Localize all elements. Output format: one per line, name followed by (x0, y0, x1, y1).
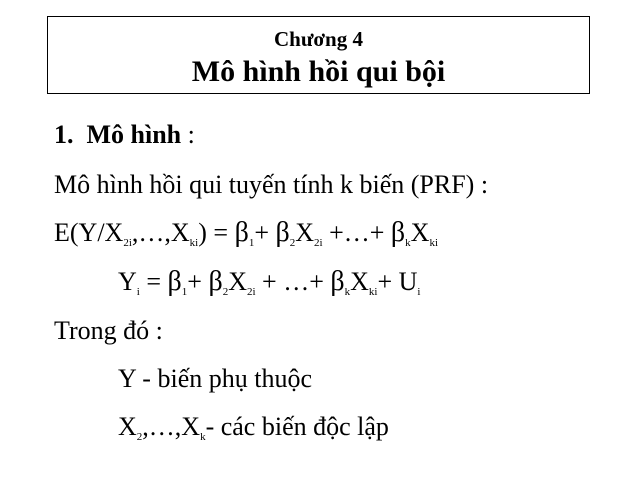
where-label: Trong đó : (54, 316, 163, 345)
eq2-y: Y (118, 267, 137, 296)
page-title: Mô hình hồi qui bội (191, 55, 446, 88)
beta-symbol: β (275, 217, 290, 248)
eq1-sub: ki (189, 237, 199, 249)
eq2-x: X (350, 267, 369, 296)
eq2-sub: k (344, 286, 351, 298)
beta-symbol: β (167, 266, 182, 297)
eq2-sub: ki (368, 286, 378, 298)
eq1-lhs: E(Y/X (54, 218, 124, 247)
eq2-error-term: + U (377, 267, 418, 296)
defx-sub: 2 (136, 431, 143, 443)
beta-symbol: β (390, 217, 406, 248)
beta-symbol: β (330, 266, 345, 297)
eq1-sub: 2i (314, 237, 323, 249)
eq2-sub: 2i (246, 286, 256, 298)
eq1-sub: ki (429, 237, 438, 249)
chapter-label: Chương 4 (273, 27, 363, 51)
section-title: Mô hình (86, 120, 182, 149)
title-box (47, 16, 590, 94)
eq1-sub: 2 (289, 237, 296, 249)
eq1-sub: 2i (123, 237, 132, 249)
intro-text: Mô hình hồi qui tuyến tính k biến (PRF) : (54, 170, 489, 199)
beta-symbol: β (234, 217, 249, 248)
section-colon: : (187, 120, 195, 149)
eq1-plus: + (254, 218, 276, 247)
eq1-plus: +…+ (322, 218, 391, 247)
eq1-x: X (295, 218, 315, 247)
eq1-x: X (410, 218, 430, 247)
equation-model (118, 267, 420, 297)
definition-y: Y - biến phụ thuộc (118, 364, 312, 393)
eq2-sub: 1 (181, 286, 188, 298)
eq1-equals: ) = (198, 218, 235, 247)
definition-x (118, 412, 389, 442)
defx-sub: k (200, 431, 206, 443)
eq2-equals: = (139, 267, 168, 296)
eq1-sub: k (405, 237, 411, 249)
eq2-x: X (228, 267, 247, 296)
eq1-sub: 1 (248, 237, 255, 249)
eq2-plus: + (187, 267, 209, 296)
eq2-sub: i (417, 286, 421, 298)
eq2-sub: 2 (222, 286, 229, 298)
section-number: 1. (54, 120, 74, 149)
beta-symbol: β (208, 266, 223, 297)
equation-expectation (54, 218, 438, 248)
defx-x: X (118, 412, 137, 441)
eq1-mid: ,…,X (131, 218, 190, 247)
defx-text: - các biến độc lập (205, 412, 389, 441)
eq2-plus: + …+ (255, 267, 331, 296)
defx-mid: ,…,X (142, 412, 201, 441)
section-heading (54, 120, 195, 150)
eq2-sub: i (136, 286, 140, 298)
